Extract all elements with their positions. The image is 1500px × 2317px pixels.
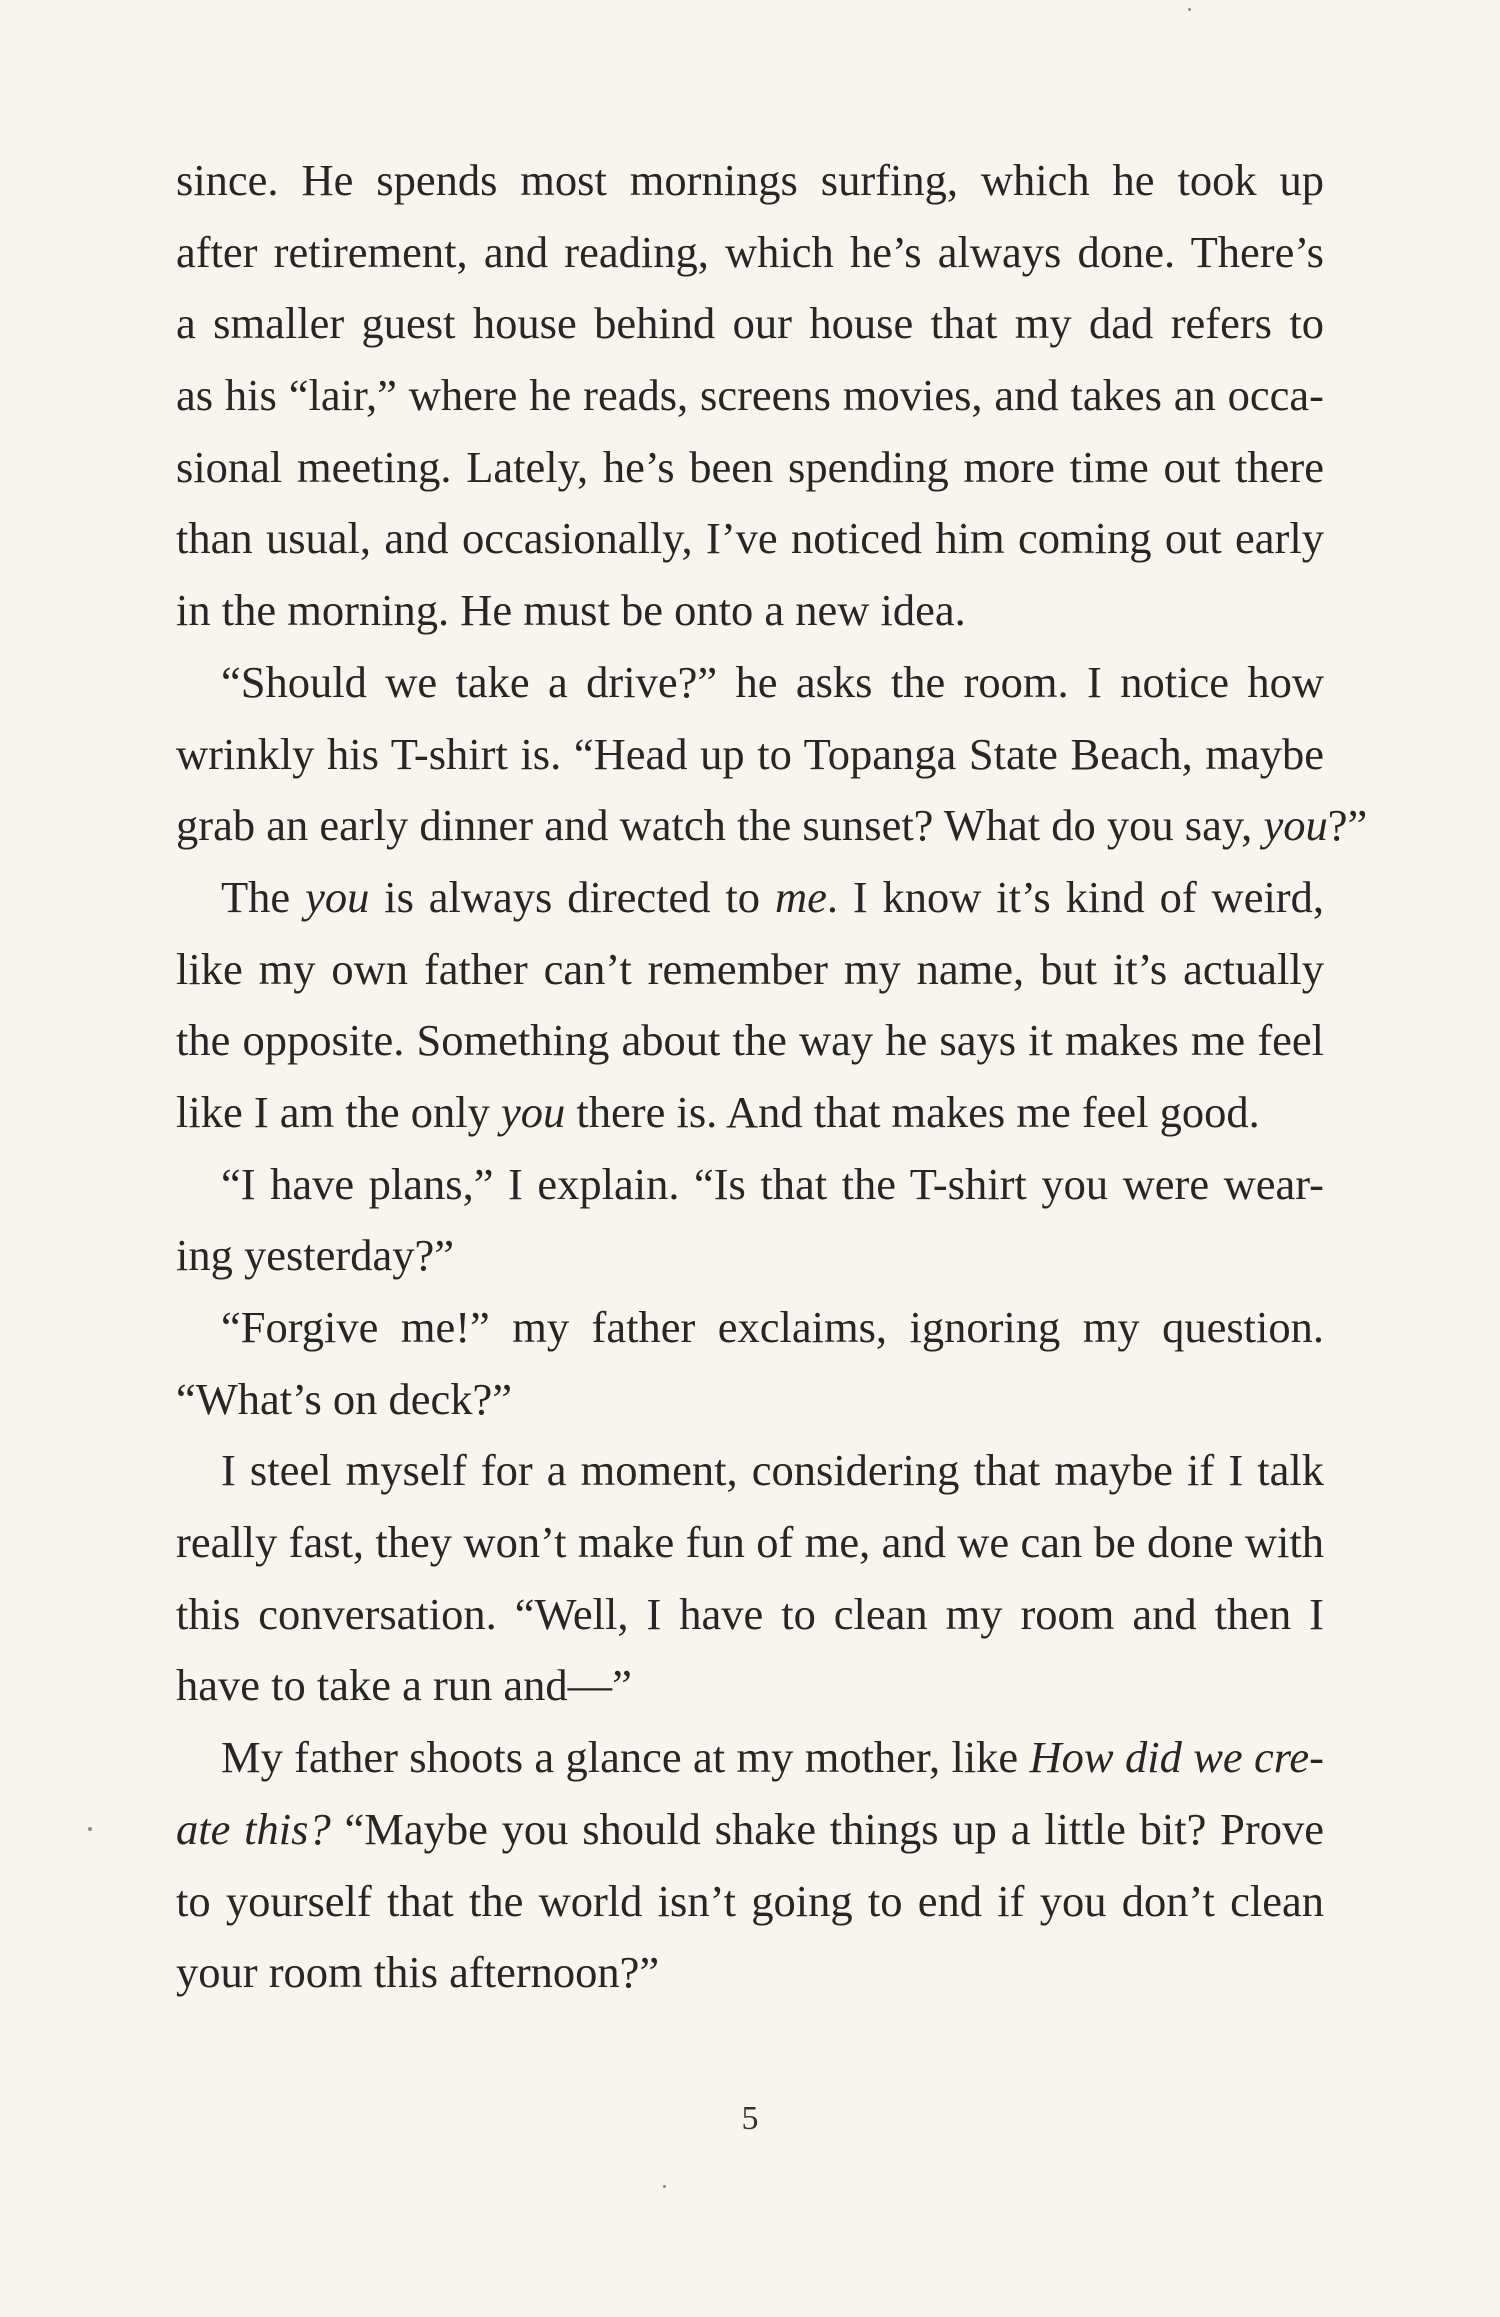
text-line: “Forgive me!” my father exclaims, ignoring my question. (221, 1302, 1324, 1352)
text-run: is always directed to (369, 871, 775, 922)
text-line: have to take a run and—” (176, 1660, 632, 1711)
text-line: “Should we take a drive?” he asks the room. I notice how (221, 656, 1324, 707)
text-run: like I am the only (176, 1086, 502, 1137)
body-text (176, 145, 1368, 2009)
text-line: since. He spends most mornings surfing, which he took up (176, 155, 1324, 205)
text-line (176, 862, 1324, 934)
scan-speck (1188, 8, 1191, 11)
text-run: The (221, 871, 306, 922)
text-run: grab an early dinner and watch the sunset? What do you say, (176, 800, 1264, 851)
text-run: ?” (1327, 800, 1368, 851)
italic-run: you (305, 871, 370, 922)
text-line: ing yesterday?” (176, 1230, 454, 1281)
text-line: really fast, they won’t make fun of me, and we can be done with (176, 1517, 1324, 1568)
text-line: to yourself that the world isn’t going to end if you don’t clean (176, 1875, 1324, 1926)
text-run: . I know it’s kind of weird, (826, 871, 1324, 922)
text-line: the opposite. Something about the way he says it makes me feel (176, 1015, 1324, 1066)
text-line: in the morning. He must be onto a new idea. (176, 585, 966, 636)
text-line: your room this afternoon?” (176, 1947, 660, 1998)
text-line (176, 1077, 1324, 1149)
text-line: “What’s on deck?” (176, 1373, 513, 1424)
text-line: than usual, and occasionally, I’ve noticed him coming out early (176, 513, 1324, 564)
text-line: a smaller guest house behind our house that my dad refers to (176, 298, 1324, 349)
text-line: wrinkly his T-shirt is. “Head up to Topanga State Beach, maybe (176, 728, 1324, 779)
italic-run: you (501, 1086, 566, 1137)
scan-speck (88, 1827, 92, 1831)
text-line: as his “lair,” where he reads, screens movies, and takes an occa- (176, 370, 1324, 421)
italic-run: How did we cre- (1029, 1732, 1324, 1783)
text-line (176, 1722, 1324, 1794)
page-number: 5 (741, 2100, 759, 2137)
text-line: “I have plans,” I explain. “Is that the T-shirt you were wear- (221, 1158, 1324, 1209)
text-line: this conversation. “Well, I have to clean my room and then I (176, 1588, 1324, 1639)
text-run: there is. And that makes me feel good. (565, 1086, 1260, 1137)
text-line: I steel myself for a moment, considering that maybe if I talk (221, 1445, 1324, 1496)
text-line (176, 790, 1368, 862)
italic-run: you (1263, 800, 1328, 851)
text-line: like my own father can’t remember my name, but it’s actually (176, 943, 1324, 994)
scan-speck (663, 2185, 666, 2188)
text-run: “Maybe you should shake things up a little bit? Prove (330, 1803, 1324, 1854)
text-line (176, 1794, 1324, 1866)
text-line: after retirement, and reading, which he’s always done. There’s (176, 226, 1324, 277)
italic-run: ate this? (176, 1803, 331, 1854)
text-line: sional meeting. Lately, he’s been spending more time out there (176, 441, 1324, 492)
text-run: My father shoots a glance at my mother, like (221, 1732, 1030, 1783)
italic-run: me (774, 871, 827, 922)
